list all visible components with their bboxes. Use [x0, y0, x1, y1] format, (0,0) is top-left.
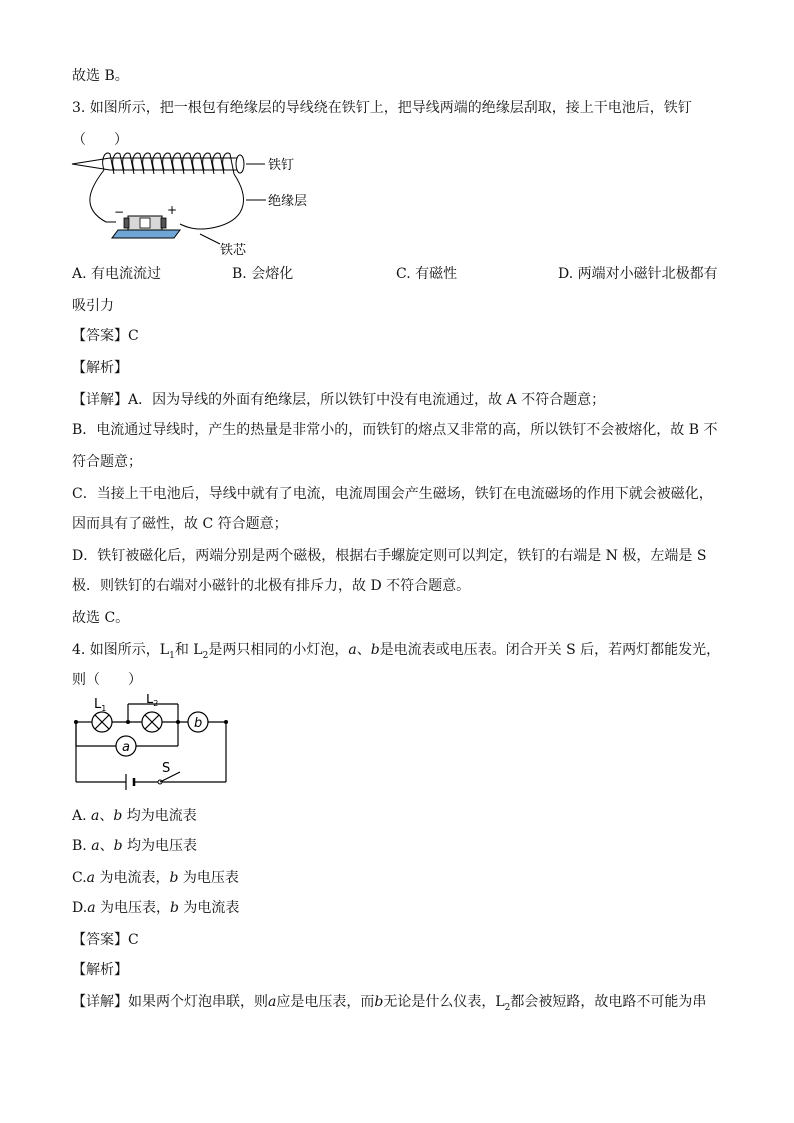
- q4-option-a[interactable]: A. a、b 均为电流表: [72, 808, 197, 824]
- question-4-stem: 4. 如图所示，$L_1$和 $L_2$是两只相同的小灯泡，a、b是电流表或电压表。闭合开关 S 后，若两灯都能发光，: [72, 642, 721, 661]
- question-3-blank: （ ）: [72, 132, 128, 148]
- q4-option-b[interactable]: B. a、b 均为电压表: [72, 838, 197, 854]
- wire-right: [180, 174, 243, 229]
- analysis-4-heading: 【解析】: [72, 962, 128, 978]
- q4-option-c[interactable]: C.a 为电流表，b 为电压表: [72, 870, 239, 886]
- q3-option-d-cont: 吸引力: [72, 298, 114, 314]
- lamp-l2: [142, 712, 162, 732]
- explanation-4: 【详解】如果两个灯泡串联，则a应是电压表，而b无论是什么仪表，$L_2$都会被短路，故电路不可能为串: [72, 994, 707, 1013]
- explanation-3: C．当接上干电池后，导线中就有了电流，电流周围会产生磁场，铁钉在电流磁场的作用下就会被磁化，: [72, 486, 713, 502]
- explanation-3: 极．则铁钉的右端对小磁针的北极有排斥力，故 D 不符合题意。: [72, 578, 471, 594]
- lamp-l1: [92, 712, 112, 732]
- q3-option-d[interactable]: D. 两端对小磁针北极都有: [558, 266, 718, 282]
- explanation-3: D．铁钉被磁化后，两端分别是两个磁极，根据右手螺旋定则可以判定，铁钉的右端是 N 极，左端是 S: [72, 548, 707, 564]
- q3-option-b[interactable]: B. 会熔化: [232, 266, 294, 282]
- label-l2: $L_2$: [146, 694, 159, 708]
- battery-plus: +: [167, 203, 178, 217]
- iron-nail: [72, 158, 240, 170]
- battery-minus: −: [114, 205, 125, 219]
- label-core: 铁芯: [220, 243, 247, 258]
- explanation-3: 因而具有了磁性，故 C 符合题意；: [72, 516, 288, 532]
- circuit-figure: [68, 694, 232, 790]
- q4-option-d[interactable]: D.a 为电压表，b 为电流表: [72, 900, 240, 916]
- label-insulation: 绝缘层: [268, 194, 308, 209]
- text-line: 故选 B。: [72, 68, 129, 84]
- question-3-stem: 3. 如图所示，把一根包有绝缘层的导线绕在铁钉上，把导线两端的绝缘层刮取，接上干电池后，铁钉: [72, 100, 692, 116]
- conclusion-3: 故选 C。: [72, 610, 130, 626]
- meter-a-label: a: [122, 740, 130, 755]
- label-nail: 铁钉: [268, 158, 295, 173]
- nail-coil-figure: [70, 148, 340, 260]
- analysis-3-heading: 【解析】: [72, 360, 128, 376]
- battery: [112, 216, 180, 238]
- answer-3: 【答案】C: [72, 328, 139, 344]
- battery-cell: [126, 774, 134, 790]
- label-switch: S: [162, 761, 171, 776]
- label-l1: $L_1$: [94, 697, 107, 713]
- explanation-3: 符合题意；: [72, 454, 142, 470]
- question-4-blank: 则（ ）: [72, 672, 142, 688]
- wire-left: [90, 170, 116, 222]
- meter-b-label: b: [194, 716, 203, 731]
- explanation-3: 【详解】A．因为导线的外面有绝缘层，所以铁钉中没有电流通过，故 A 不符合题意；: [72, 392, 606, 408]
- answer-4: 【答案】C: [72, 932, 139, 948]
- q3-option-a[interactable]: A. 有电流流过: [72, 266, 162, 282]
- q3-option-c[interactable]: C. 有磁性: [396, 266, 458, 282]
- nail-head: [236, 155, 244, 173]
- explanation-3: B．电流通过导线时，产生的热量是非常小的，而铁钉的熔点又非常的高，所以铁钉不会被熔化，故 B 不: [72, 422, 718, 438]
